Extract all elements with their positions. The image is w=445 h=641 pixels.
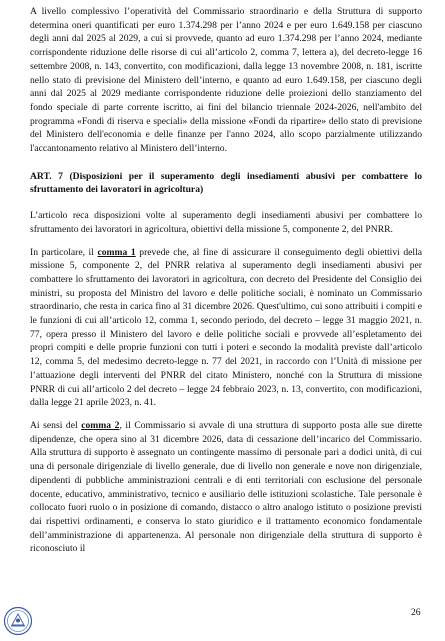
paragraph-oneri: A livello complessivo l’operatività del Commissario straordinario e della Struttura di supporto determina oneri quantificati per euro 1.374.298 per l’anno 2024 e per euro 1.649.158 per ciascuno degli anni dal 2025 al 2029, a cui si provvede, quanto ad euro 1.374.298 per l’anno 2024, mediante corrispondente riduzione delle risorse di cui all’articolo 2, comma 7, lettera a), del decreto-legge 16 settembre 2008, n. 143, convertito, con modificazioni, dalla legge 13 novembre 2008, n. 181, iscritte nello stato di previsione del Ministero dell’interno, e quanto ad euro 1.649.158, per ciascuno degli anni dal 2025 al 2029 mediante corrispondente riduzione delle proiezioni dello stanziamento del fondo speciale di parte corrente iscritto, ai fini del bilancio triennale 2024-2026, nell'ambito del programma «Fondi di riserva e speciali» della missione «Fondi da ripartire» dello stato di previsione del Ministero dell'economia e delle finanze per l'anno 2024, allo scopo parzialmente utilizzando l'accantonamento relativo al Ministero dell’interno. [30,6,422,155]
paragraph-intro: L’articolo reca disposizioni volte al superamento degli insediamenti abusivi per combattere lo sfruttamento dei lavoratori in agricoltura, obiettivi della missione 5, componente 2, del PNRR. [30,210,422,235]
comma-2-reference: comma 2 [81,419,120,431]
paragraph-comma-1 [30,246,422,410]
paragraph-comma-1-after: prevede che, al fine di assicurare il conseguimento degli obiettivi della missione 5, componente 2, del PNRR relativa al superamento degli insediamenti abusivi per combattere lo sfruttamento dei lavoratori in agricoltura, con decreto del Presidente del Consiglio dei ministri, su proposta del Ministro del lavoro e delle politiche sociali, è nominato un Commissario straordinario, che resta in carica fino al 31 dicembre 2026. Quest'ultimo, cui sono attribuiti i compiti e le funzioni di cui all’articolo 12, comma 1, secondo periodo, del decreto – legge 31 maggio 2021, n. 77, opera presso il Ministero del lavoro e delle politiche sociali e provvede all’espletamento dei propri compiti e delle proprie funzioni con tutti i poteri e secondo la modalità previste dall’articolo 12, comma 5, del medesimo decreto-legge n. 77 del 2021, in raccordo con l’Unità di missione per l’attuazione degli interventi del PNRR del citato Ministero, nonché con la Struttura di missione PNRR di cui all’articolo 2 del decreto – legge 24 febbraio 2023, n. 13, convertito, con modificazioni, dalla legge 21 aprile 2023, n. 41. [30,246,423,409]
paragraph-comma-2 [30,419,422,556]
paragraph-comma-1-before: In particolare, il [30,246,98,258]
comma-1-reference: comma 1 [97,246,136,258]
page-content [30,5,422,565]
paragraph-comma-2-after: , il Commissario si avvale di una struttura di supporto posta alle sue dirette dipendenze, che opera sino al 31 dicembre 2026, data di cessazione dell’incarico del Commissario. Alla struttura di supporto è assegnato un contingente massimo di personale pari a dodici unità, di cui una di personale dirigenziale di livello generale, due di livello non generale e nove non dirigenziale, dipendenti di pubbliche amministrazioni centrali e di enti territoriali con esclusione del personale docente, educativo, amministrativo, tecnico e ausiliario delle istituzioni scolastiche. Tale personale è collocato fuori ruolo o in posizione di comando, distacco o altro analogo istituto o posizione previsti dai rispettivi ordinamenti, e conserva lo stato giuridico e il trattamento economico fondamentale dell’amministrazione di appartenenza. Al personale non dirigenziale della struttura di supporto è riconosciuto il [30,419,422,555]
article-7-heading [30,170,422,197]
paragraph-comma-2-before: Ai sensi del [30,419,82,431]
senate-seal-icon [3,606,33,636]
article-title: (Disposizioni per il superamento degli insediamenti abusivi per combattere lo sfruttamento dei lavoratori in agricoltura) [30,170,422,196]
article-label: ART. 7 [30,170,63,182]
page-number: 26 [411,607,421,618]
